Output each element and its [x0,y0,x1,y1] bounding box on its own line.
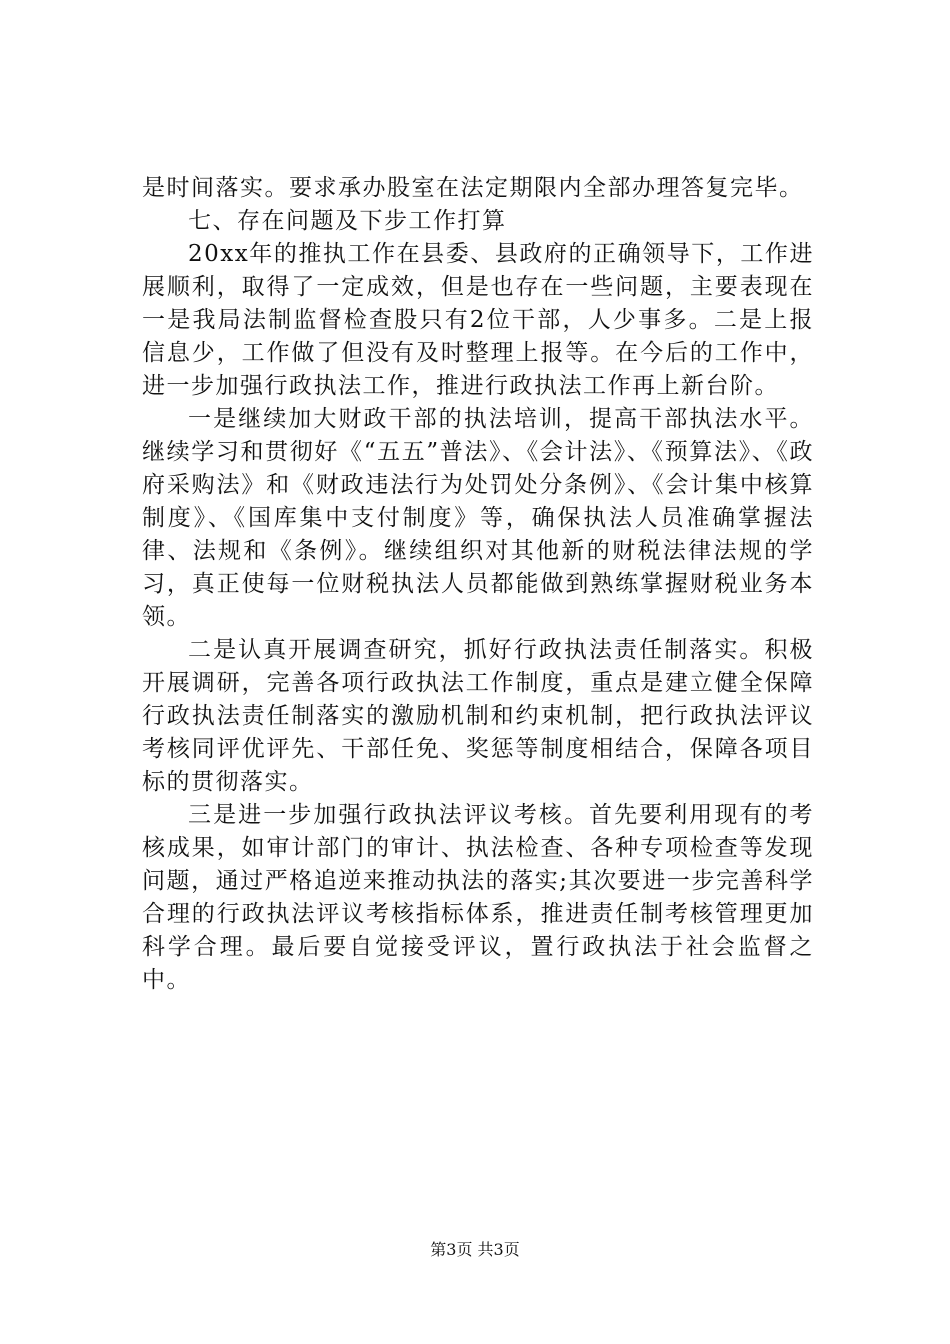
paragraph-plan-three: 三是进一步加强行政执法评议考核。首先要利用现有的考核成果，如审计部门的审计、执法检查、各种专项检查等发现问题，通过严格追逆来推动执法的落实;其次要进一步完善科学合理的行政执法评议考核指标体系，推进责任制考核管理更加科学合理。最后要自觉接受评议，置行政执法于社会监督之中。 [142,802,814,993]
page-number-footer: 第3页 共3页 [430,1240,520,1259]
paragraph-problems: 20xx年的推执工作在县委、县政府的正确领导下，工作进展顺利，取得了一定成效，但是也存在一些问题，主要表现在一是我局法制监督检查股只有2位干部，人少事多。二是上报信息少，工作做了但没有及时整理上报等。在今后的工作中，进一步加强行政执法工作，推进行政执法工作再上新台阶。 [142,241,814,399]
paragraph-plan-two: 二是认真开展调查研究，抓好行政执法责任制落实。积极开展调研，完善各项行政执法工作制度，重点是建立健全保障行政执法责任制落实的激励机制和约束机制，把行政执法评议考核同评优评先、干部任免、奖惩等制度相结合，保障各项目标的贯彻落实。 [142,637,814,795]
section-heading: 七、存在问题及下步工作打算 [188,208,507,234]
paragraph-continuation: 是时间落实。要求承办股室在法定期限内全部办理答复完毕。 [142,175,804,201]
document-body [142,172,814,997]
paragraph-plan-one: 一是继续加大财政干部的执法培训，提高干部执法水平。继续学习和贯彻好《“五五”普法》、《会计法》、《预算法》、《政府采购法》和《财政违法行为处罚处分条例》、《会计集中核算制度》、《国库集中支付制度》等，确保执法人员准确掌握法律、法规和《条例》。继续组织对其他新的财税法律法规的学习，真正使每一位财税执法人员都能做到熟练掌握财税业务本领。 [142,406,814,630]
